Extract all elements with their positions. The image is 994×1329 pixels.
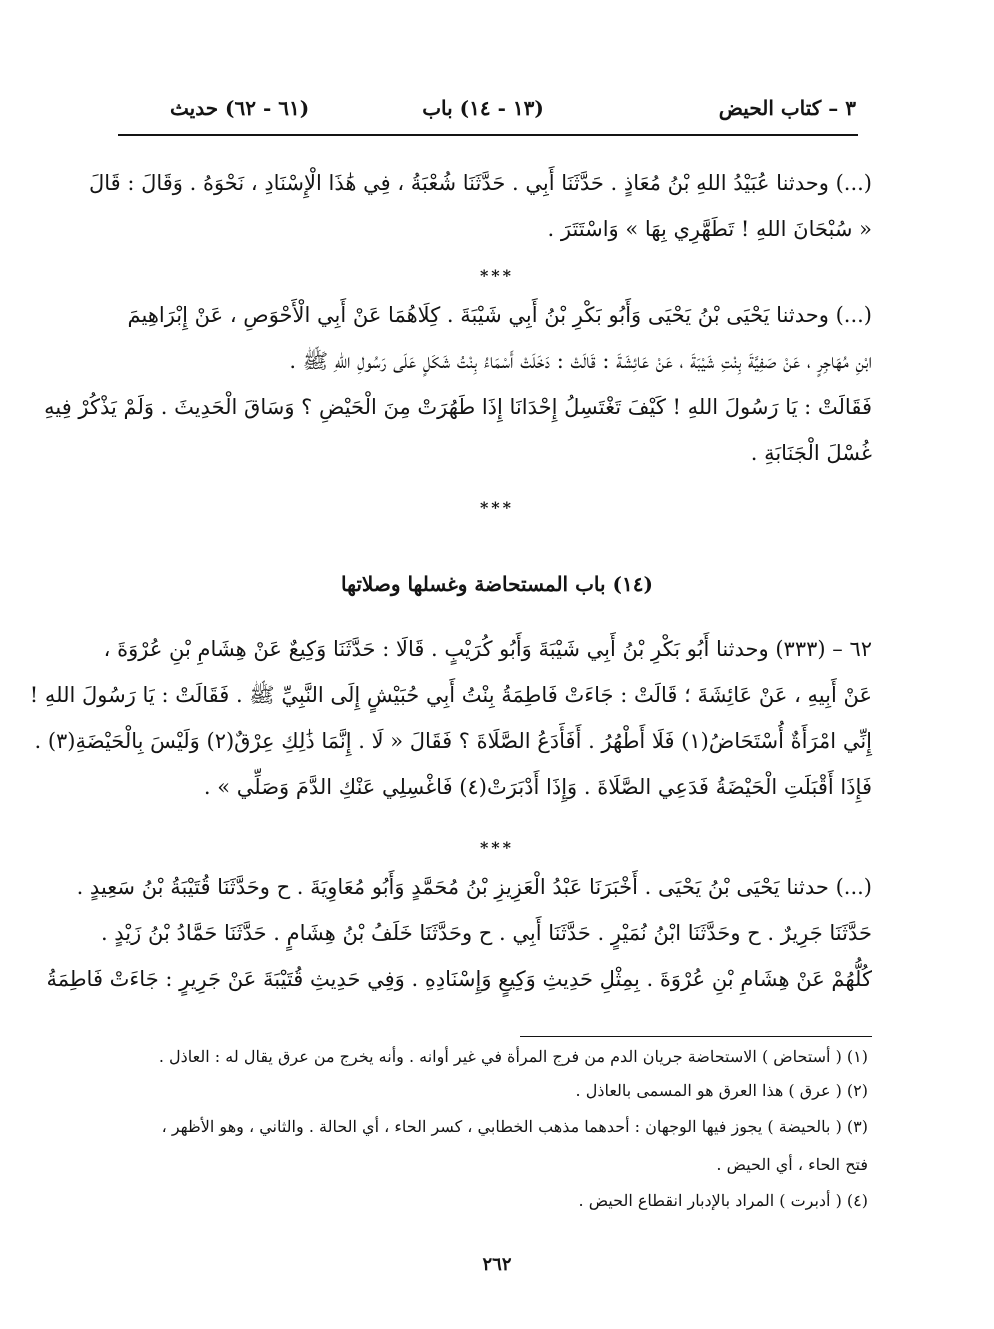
header-rule (118, 134, 858, 136)
text-line: فَإِذَا أَقْبَلَتِ الْحَيْضَةُ فَدَعِي الصَّلَاةَ . وَإِذَا أَدْبَرَتْ(٤) فَاغْسِلِي عَنْكِ الدَّمَ وَصَلِّي » . (203, 775, 872, 799)
footnote: (٣) ( بالحيضة ) يجوز فيها الوجهان : أحدهما مذهب الخطابي ، كسر الحاء ، أي الحالة . والثاني ، وهو الأظهر ، (161, 1117, 868, 1136)
hadith-paragraph (29, 626, 872, 810)
page-number: ٢٦٢ (482, 1254, 512, 1275)
running-header (110, 96, 856, 130)
footnote: (١) ( أستحاض ) الاستحاضة جريان الدم من فرج المرأة في غير أوانه . وأنه يخرج من عرق يقال له : العاذل . (158, 1047, 868, 1066)
footnote: (٢) ( عرق ) هذا العرق هو المسمى بالعاذل . (575, 1081, 868, 1100)
text-line: كُلُّهُمْ عَنْ هِشَامِ بْنِ عُرْوَةَ . بِمِثْلِ حَدِيثِ وَكِيعٍ وَإِسْنَادِهِ . وَفِي حَدِيثِ قُتَيْبَةَ عَنْ جَرِيرٍ : جَاءَتْ فَاطِمَةُ (46, 967, 872, 991)
text-line: عَنْ أَبِيهِ ، عَنْ عَائِشَةَ ؛ قَالَتْ : جَاءَتْ فَاطِمَةُ بِنْتُ أَبِي حُبَيْشٍ إِلَى النَّبِيِّ ﷺ . فَقَالَتْ : يَا رَسُولَ اللهِ ! (29, 683, 872, 707)
chapter-title: (١٤) باب المستحاضة وغسلها وصلاتها (341, 572, 653, 596)
text-line: فَقَالَتْ : يَا رَسُولَ اللهِ ! كَيْفَ تَغْتَسِلُ إِحْدَانَا إِذَا طَهُرَتْ مِنَ الْحَيْضِ ؟ وَسَاقَ الْحَدِيثَ . وَلَمْ يَذْكُرْ فِيهِ (44, 395, 872, 419)
text-line: ٦٢ – (٣٣٣) وحدثنا أَبُو بَكْرِ بْنُ أَبِي شَيْبَةَ وَأَبُو كُرَيْبٍ . قَالَا : حَدَّثَنَا وَكِيعٌ عَنْ هِشَامِ بْنِ عُرْوَةَ ، (103, 637, 872, 661)
text-line: غُسْلَ الْجَنَابَةِ . (750, 441, 872, 465)
section-separator: *** (479, 498, 515, 517)
footnote-rule (520, 1036, 872, 1037)
section-separator: *** (479, 838, 515, 857)
footnote-continuation: فتح الحاء ، أي الحيض . (716, 1155, 868, 1174)
text-line: (...) وحدثنا يَحْيَى بْنُ يَحْيَى وَأَبُو بَكْرِ بْنُ أَبِي شَيْبَةَ . كِلَاهُمَا عَنْ أَبِي الْأَحْوَصِ ، عَنْ إِبْرَاهِيمَ (127, 303, 872, 327)
header-hadith-range: (٦١ - ٦٢) حديث (170, 96, 310, 120)
text-line: (...) وحدثنا عُبَيْدُ اللهِ بْنُ مُعَاذٍ . حَدَّثَنَا أَبِي . حَدَّثَنَا شُعْبَةُ ، فِي هَٰذَا الْإِسْنَادِ ، نَحْوَهُ . وَقَالَ : قَالَ (88, 171, 872, 195)
text-line: حَدَّثَنَا جَرِيرٌ . ح وحَدَّثَنَا ابْنُ نُمَيْرٍ . حَدَّثَنَا أَبِي . ح وحَدَّثَنَا خَلَفُ بْنُ هِشَامٍ . حَدَّثَنَا حَمَّادُ بْنُ زَيْدٍ . (100, 921, 872, 945)
section-separator: *** (479, 266, 515, 285)
header-book-title: ٣ – كتاب الحيض (718, 96, 856, 120)
text-line: ابْنِ مُهَاجِرٍ ، عَنْ صَفِيَّةَ بِنْتِ شَيْبَةَ ، عَنْ عَائِشَةَ : قَالَتْ : دَخَلَتْ أَسْمَاءُ بِنْتُ شَكَلٍ عَلَى رَسُولِ اللهِ ﷺ . (289, 349, 872, 373)
text-line: إِنِّي امْرَأَةٌ أُسْتَحَاضُ(١) فَلَا أَطْهُرُ . أَفَأَدَعُ الصَّلَاةَ ؟ فَقَالَ « لَا . إِنَّمَا ذَٰلِكِ عِرْقٌ(٢) وَلَيْسَ بِالْحَيْضَةِ(٣) . (34, 729, 872, 753)
hadith-paragraph (88, 160, 872, 252)
footnote: (٤) ( أدبرت ) المراد بالإدبار انقطاع الحيض . (578, 1191, 868, 1210)
text-line: (...) حدثنا يَحْيَى بْنُ يَحْيَى . أَخْبَرَنَا عَبْدُ الْعَزِيزِ بْنُ مُحَمَّدٍ وَأَبُو مُعَاوِيَةَ . ح وحَدَّثَنَا قُتَيْبَةُ بْنُ سَعِيدٍ . (76, 875, 872, 899)
header-bab-range: (١٣ - ١٤) باب (422, 96, 544, 120)
hadith-paragraph (46, 864, 872, 1002)
text-line: « سُبْحَانَ اللهِ ! تَطَهَّرِي بِهَا » وَاسْتَتَرَ . (547, 217, 872, 241)
hadith-paragraph (44, 292, 872, 476)
